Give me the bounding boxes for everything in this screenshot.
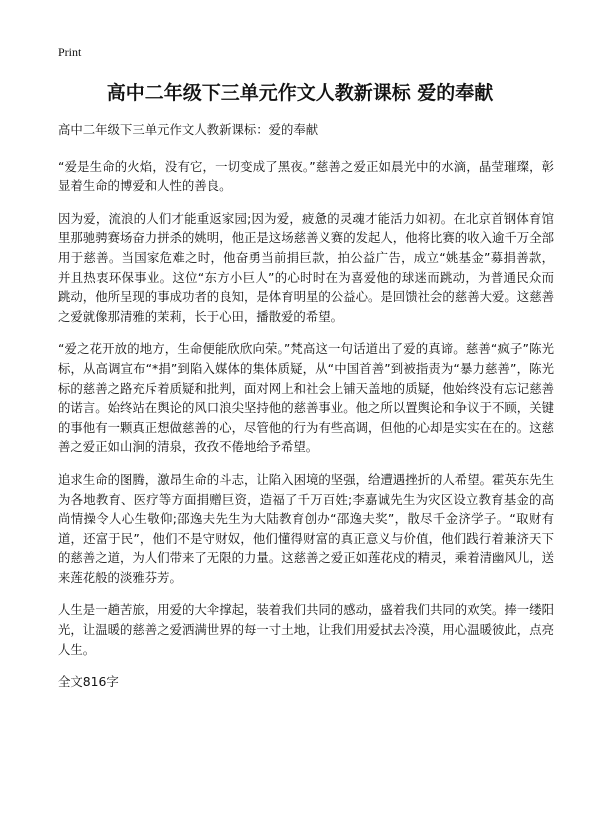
page-title: 高中二年级下三单元作文人教新课标 爱的奉献 bbox=[106, 82, 494, 104]
article-paragraph-5: 人生是一趟苦旅，用爱的大伞撑起，装着我们共同的感动，盛着我们共同的欢笑。捧一缕阳光，让温暖的慈善之爱洒满世界的每一寸土地，让我们用爱拭去冷漠，用心温暖彼此，点亮人生。 bbox=[58, 602, 554, 657]
article-body bbox=[58, 120, 554, 705]
print-link[interactable]: Print bbox=[58, 45, 82, 59]
article-paragraph-1: “爱是生命的火焰，没有它，一切变成了黑夜。”慈善之爱正如晨光中的水滴，晶莹璀璨，彰显着生命的博爱和人性的善良。 bbox=[58, 158, 554, 194]
word-count: 全文816字 bbox=[58, 674, 119, 690]
article-paragraph-4: 追求生命的图腾，激昂生命的斗志，让陷入困境的坚强，给遭遇挫折的人希望。霍英东先生为各地教育、医疗等方面捐赠巨资，造福了千万百姓;李嘉诚先生为灾区设立教育基金的高尚情操令人心生敬仰;邵逸夫先生为大陆教育创办“邵逸夫奖”，散尽千金济学子。“取财有道，还富于民”，他们不是守财奴，他们懂得财富的真正意义与价值，他们践行着兼济天下的慈善之道，为人们带来了无限的力量。这慈善之爱正如莲花戍的精灵，乘着清幽风儿，送来莲花般的淡雅芬芳。 bbox=[58, 471, 554, 585]
article-subtitle: 高中二年级下三单元作文人教新课标：爱的奉献 bbox=[58, 122, 319, 137]
article-paragraph-2: 因为爱，流浪的人们才能重返家园;因为爱，疲惫的灵魂才能活力如初。在北京首钢体育馆里那驰骋赛场奋力拼杀的姚明，他正是这场慈善义赛的发起人，他将比赛的收入逾千万全部用于慈善。当国家危难之时，他奋勇当前捐巨款，拍公益广告，成立“姚基金”募捐善款，并且热衷环保事业。这位“东方小巨人”的心时时在为喜爱他的球迷而跳动，为普通民众而跳动，他所呈现的事成功者的良知，是体育明星的公益心。是回馈社会的慈善大爱。这慈善之爱就像那清雅的茉莉，长于心田，播散爱的希望。 bbox=[58, 210, 554, 324]
article-paragraph-3: “爱之花开放的地方，生命便能欣欣向荣。”梵高这一句话道出了爱的真谛。慈善“疯子”陈光标，从高调宣布“*捐”到陷入媒体的集体质疑，从“中国首善”到被指责为“暴力慈善”，陈光标的慈善之路充斥着质疑和批判，面对网上和社会上铺天盖地的质疑，他始终没有忘记慈善的诺言。始终站在舆论的风口浪尖坚持他的慈善事业。他之所以置舆论和争议于不顾，关键的事他有一颗真正想做慈善的心，尽管他的行为有些高调，但他的心却是实实在在的。这慈善之爱正如山涧的清泉，孜孜不倦地给予希望。 bbox=[58, 341, 554, 455]
